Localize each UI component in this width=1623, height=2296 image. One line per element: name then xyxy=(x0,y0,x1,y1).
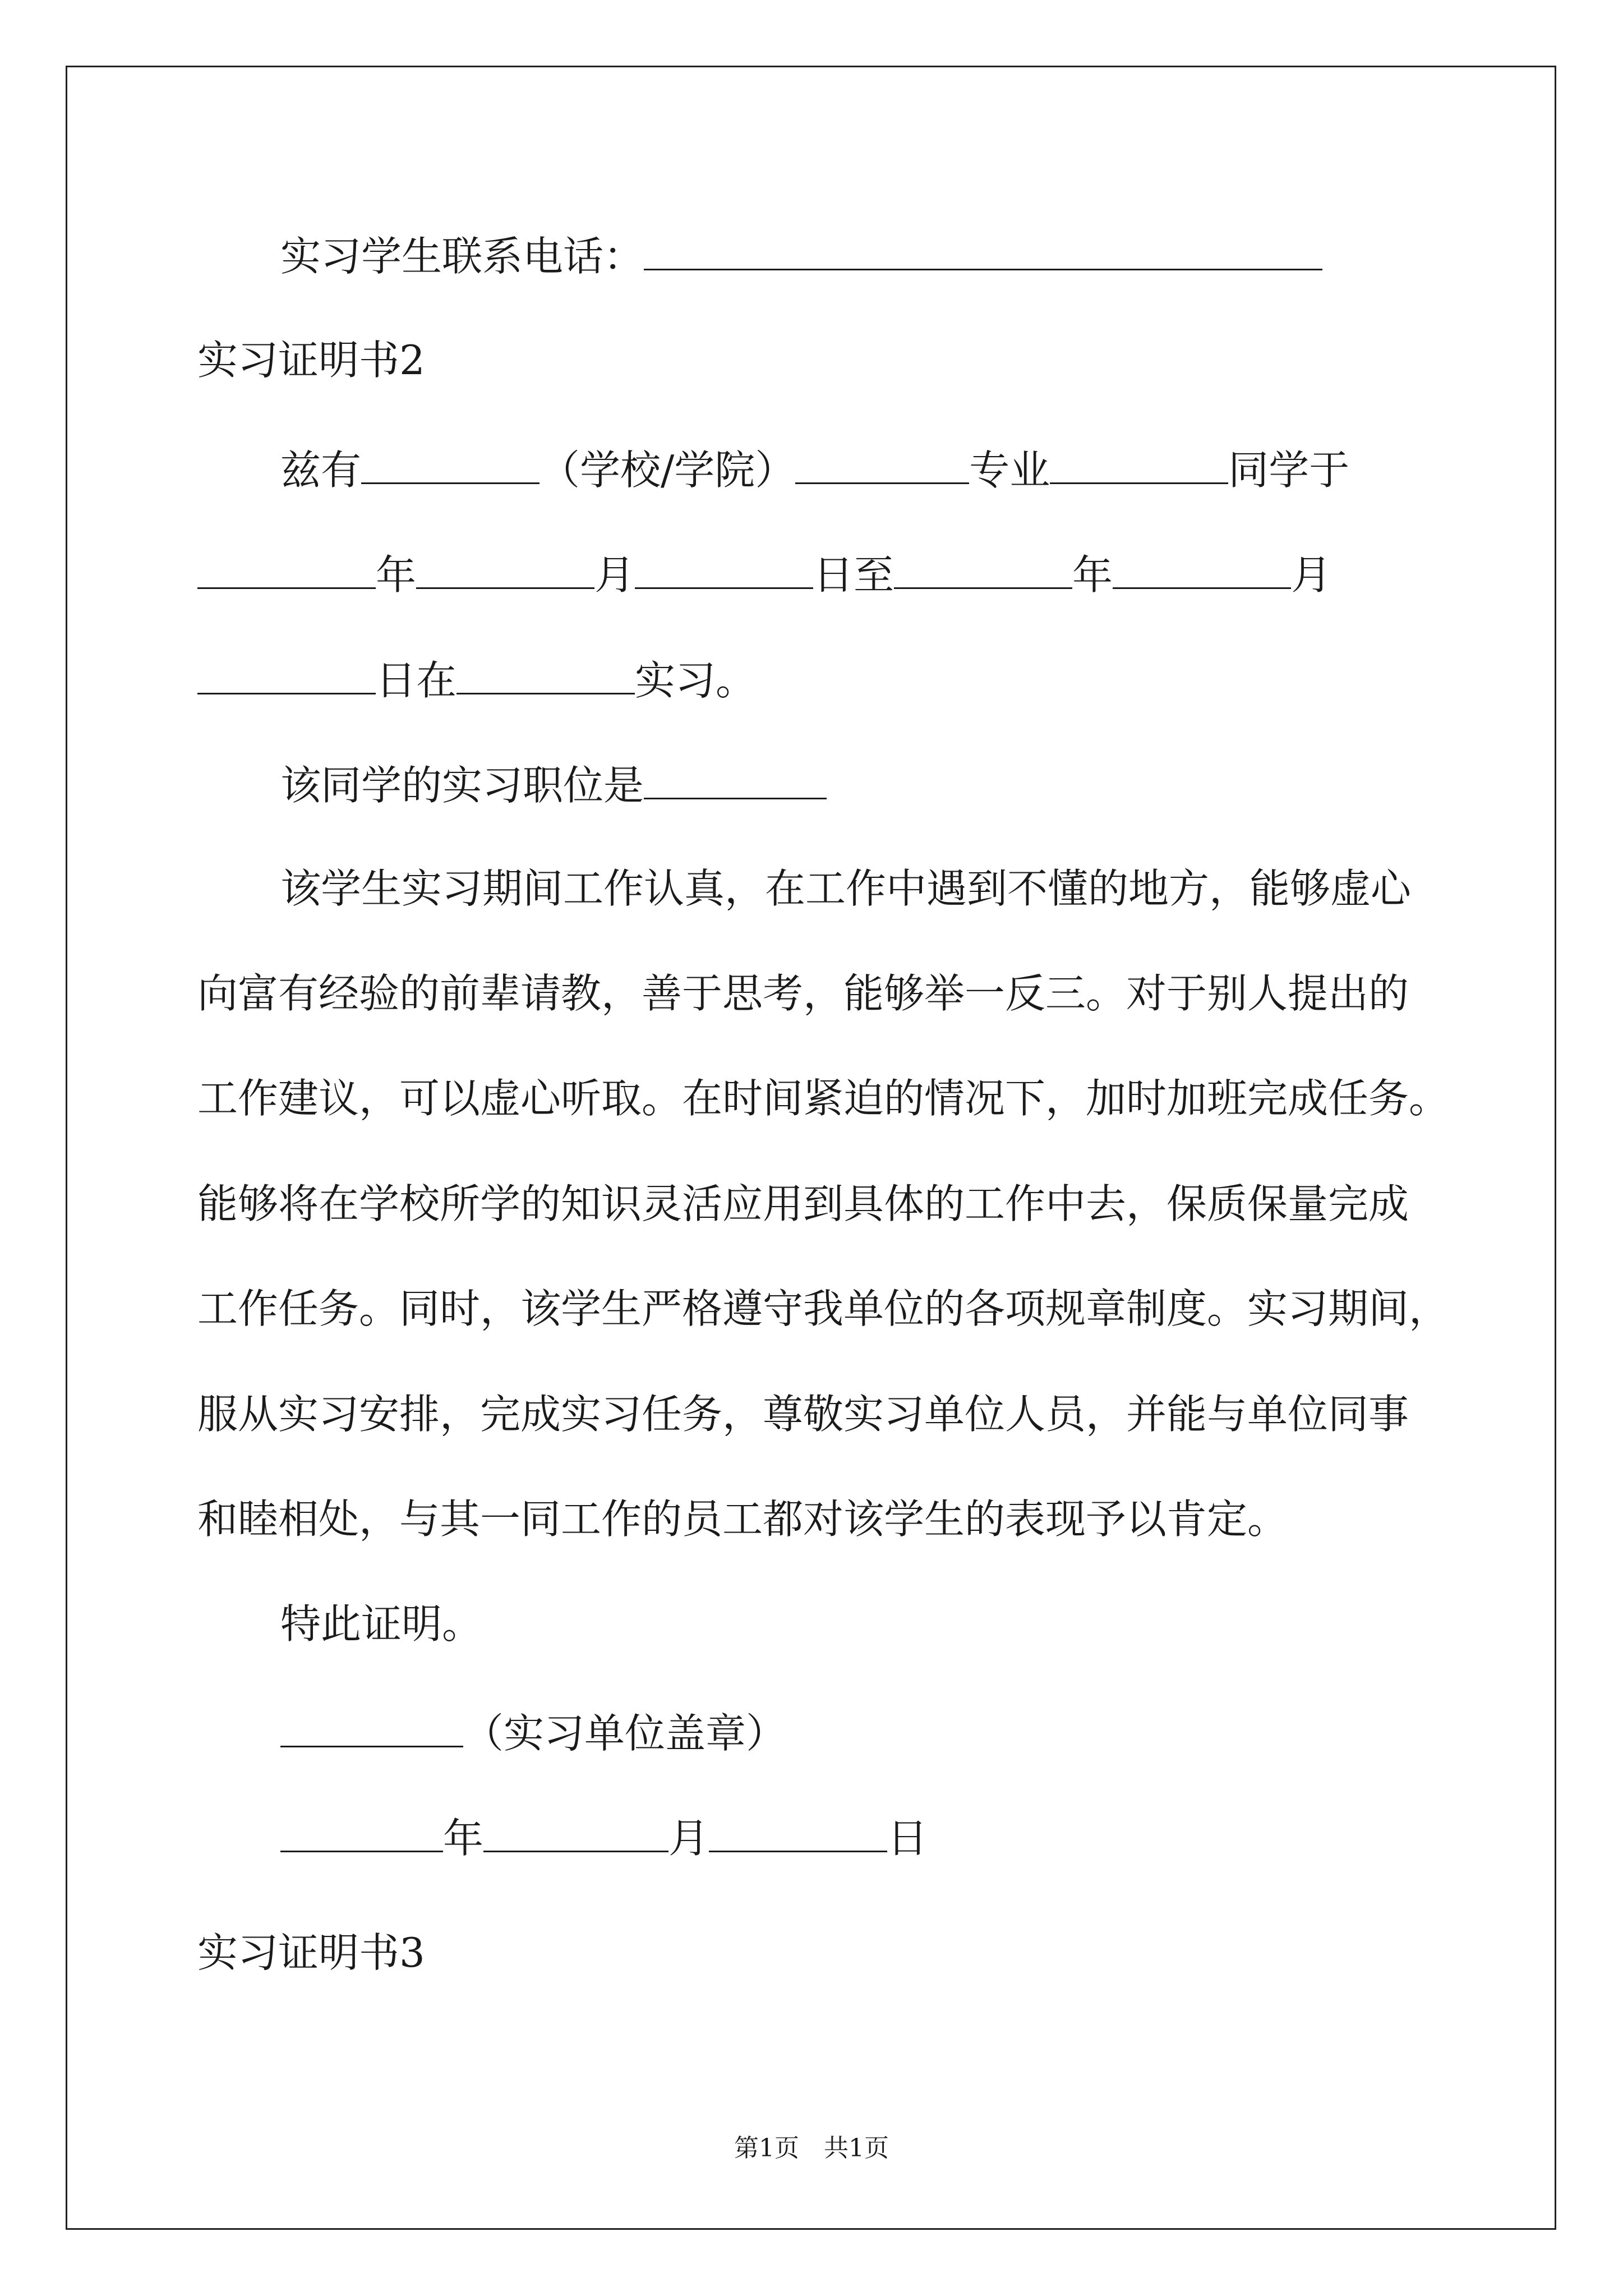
page-border xyxy=(66,66,1556,2230)
start-year-blank xyxy=(197,551,376,589)
intro-text-1: 兹有 xyxy=(280,446,362,494)
intro-line-2 xyxy=(197,551,1332,599)
sign-month-blank xyxy=(483,1814,668,1852)
intro-text-2: （学校/学院） xyxy=(540,446,796,494)
sign-year-blank xyxy=(280,1814,443,1852)
intro-text-7: 日至 xyxy=(813,551,895,599)
closing-text: 特此证明。 xyxy=(280,1600,483,1648)
intro-text-10: 日在 xyxy=(376,656,457,704)
seal-blank xyxy=(280,1709,463,1747)
position-blank xyxy=(644,761,827,799)
phone-blank xyxy=(644,232,1322,270)
body-line: 和睦相处，与其一同工作的员工都对该学生的表现予以肯定。 xyxy=(197,1496,1288,1543)
body-line: 能够将在学校所学的知识灵活应用到具体的工作中去，保质保量完成 xyxy=(197,1180,1409,1227)
school-blank xyxy=(361,446,540,484)
date-day-label: 日 xyxy=(887,1814,928,1862)
end-day-blank xyxy=(197,656,376,694)
start-month-blank xyxy=(416,551,594,589)
body-line: 工作建议，可以虚心听取。在时间紧迫的情况下，加时加班完成任务。 xyxy=(197,1075,1450,1122)
seal-line xyxy=(280,1709,787,1757)
intro-line-1 xyxy=(280,446,1350,494)
intro-text-3: 专业 xyxy=(969,446,1050,494)
body-line: 向富有经验的前辈请教，善于思考，能够举一反三。对于别人提出的 xyxy=(197,970,1409,1017)
section-heading-3: 实习证明书3 xyxy=(197,1929,425,1976)
intro-text-6: 月 xyxy=(594,551,635,599)
section-heading-2: 实习证明书2 xyxy=(197,337,425,384)
date-line xyxy=(280,1814,928,1862)
sign-day-blank xyxy=(709,1814,887,1852)
body-line: 工作任务。同时，该学生严格遵守我单位的各项规章制度。实习期间， xyxy=(197,1285,1450,1332)
phone-label: 实习学生联系电话： xyxy=(280,232,644,280)
page-footer: 第1页 共1页 xyxy=(734,2134,889,2162)
intro-text-9: 月 xyxy=(1291,551,1332,599)
phone-line xyxy=(280,232,1322,280)
intro-text-8: 年 xyxy=(1072,551,1113,599)
company-blank xyxy=(457,656,635,694)
student-blank xyxy=(1050,446,1228,484)
intro-line-3 xyxy=(197,656,757,704)
body-line: 该学生实习期间工作认真，在工作中遇到不懂的地方，能够虚心 xyxy=(280,865,1412,912)
end-year-blank xyxy=(894,551,1072,589)
start-day-blank xyxy=(635,551,813,589)
major-blank xyxy=(795,446,969,484)
intro-text-11: 实习。 xyxy=(635,656,757,704)
intro-text-5: 年 xyxy=(376,551,417,599)
position-label: 该同学的实习职位是 xyxy=(280,761,644,809)
body-line: 服从实习安排，完成实习任务，尊敬实习单位人员，并能与单位同事 xyxy=(197,1391,1409,1438)
intro-text-4: 同学于 xyxy=(1228,446,1350,494)
date-month-label: 月 xyxy=(668,1814,709,1862)
seal-label: （实习单位盖章） xyxy=(463,1709,787,1757)
date-year-label: 年 xyxy=(443,1814,484,1862)
position-line xyxy=(280,761,827,809)
end-month-blank xyxy=(1113,551,1291,589)
